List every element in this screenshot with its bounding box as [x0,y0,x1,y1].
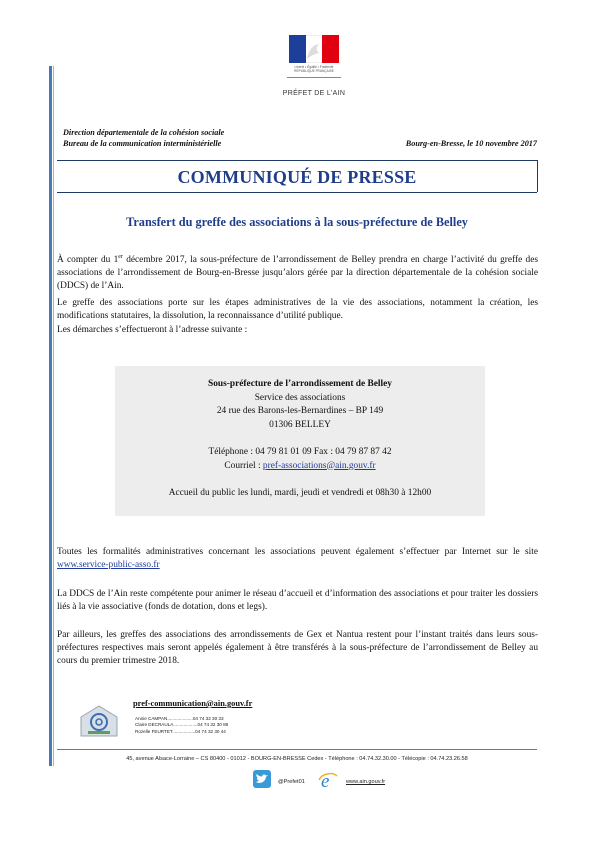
twitter-handle[interactable]: @Prefet01 [278,779,305,785]
prefecture-logo [271,31,371,121]
intro-paragraph: À compter du 1er décembre 2017, la sous-préfecture de l’arrondissement de Belley prendra en charge l’activité du greffe des associations de l’arrondissement de Bourg-en-Bresse jusqu’alors gérée par la direction départementale de la cohésion sociale (DDCS) de l’Ain. [57,254,538,292]
communication-email-link[interactable]: pref-communication@ain.gouv.fr [133,699,253,708]
department-line-2: Bureau de la communication interministérielle [63,138,222,148]
department-line-1: Direction départementale de la cohésion sociale [63,128,225,137]
associations-email-link[interactable]: pref-associations@ain.gouv.fr [262,460,376,471]
address-box [115,366,485,516]
phone-fax: Téléphone : 04 79 81 01 09 Fax : 04 79 87 87 42 [208,446,392,457]
registry-scope-paragraph: Le greffe des associations porte sur les étapes administratives de la vie des associations, notamment la création, les modifications statutaires, la dissolution, la reconnaissance d’utilité publique. [57,298,538,322]
envelope-at-icon [78,703,120,739]
address-intro-paragraph: Les démarches s’effectueront à l’adresse suivante : [57,325,248,335]
issuing-department [63,128,224,149]
logo-divider [287,77,341,78]
web-browser-icon[interactable] [318,770,338,790]
press-release-title: COMMUNIQUÉ DE PRESSE [177,167,417,187]
place-and-date: Bourg-en-Bresse, le 10 novembre 2017 [405,139,537,148]
press-contact-row: Claire DECRAULA...................04 74 32 30 88 [135,722,229,728]
ddcs-role-paragraph: La DDCS de l’Ain reste compétente pour animer le réseau d’accueil et d’information des associations et pour traiter les dossiers liés à la vie associative (fonds de dotation, dons et legs). [57,589,538,613]
footer-rule [57,749,537,750]
title-rule-right [537,160,538,192]
street-address: 24 rue des Barons-les-Bernardines – BP 149 [216,406,384,417]
left-margin-rule [49,66,52,766]
title-rule-top [57,160,537,161]
press-contact-row: Annie CAMPAN....................04 74 32 30 33 [135,716,224,721]
gex-nantua-paragraph: Par ailleurs, les greffes des associations des arrondissements de Gex et Nantua restent pour l’instant traités dans leurs sous-préfectures respectives mais seront appelés également à être transférés à la sous-préfecture de l’arrondissement de Belley au cours du premier trimestre 2018. [57,630,538,667]
press-contacts [135,716,228,735]
subprefecture-name: Sous-préfecture de l’arrondissement de Belley [207,379,392,389]
postal-city: 01306 BELLEY [269,419,331,430]
svg-text:e: e [321,771,330,790]
twitter-icon[interactable] [253,770,271,788]
republic-motto: Liberté • Égalité • Fraternité RÉPUBLIQUE FRANÇAISE [294,65,334,73]
left-margin-rule-thin [53,66,54,766]
marianne-flag-icon [289,35,339,63]
prefecture-postal-address: 45, avenue Alsace-Lorraine – CS 80400 - 01012 - BOURG-EN-BRESSE Cedex - Téléphone : 04.74.32.30.00 - Télécopie : 04.74.23.26.58 [126,756,468,762]
prefecture-name: PRÉFET DE L'AIN [282,90,346,97]
service-public-asso-link[interactable]: www.service-public-asso.fr [57,560,160,571]
press-release-subject: Transfert du greffe des associations à la sous-préfecture de Belley [126,215,468,229]
title-rule-bottom [57,192,537,193]
press-contact-row: Rozelle FEURTET..................04 74 32 30 44 [135,728,226,734]
email-line: Courriel : pref-associations@ain.gouv.fr [224,460,376,471]
website-link[interactable]: www.ain.gouv.fr [346,779,386,785]
service-name: Service des associations [254,392,346,403]
online-procedures-paragraph: Toutes les formalités administratives concernant les associations peuvent également s’effectuer par Internet sur le site www.service-public-asso.fr [57,547,538,571]
opening-hours: Accueil du public les lundi, mardi, jeudi et vendredi et 08h30 à 12h00 [168,487,432,498]
